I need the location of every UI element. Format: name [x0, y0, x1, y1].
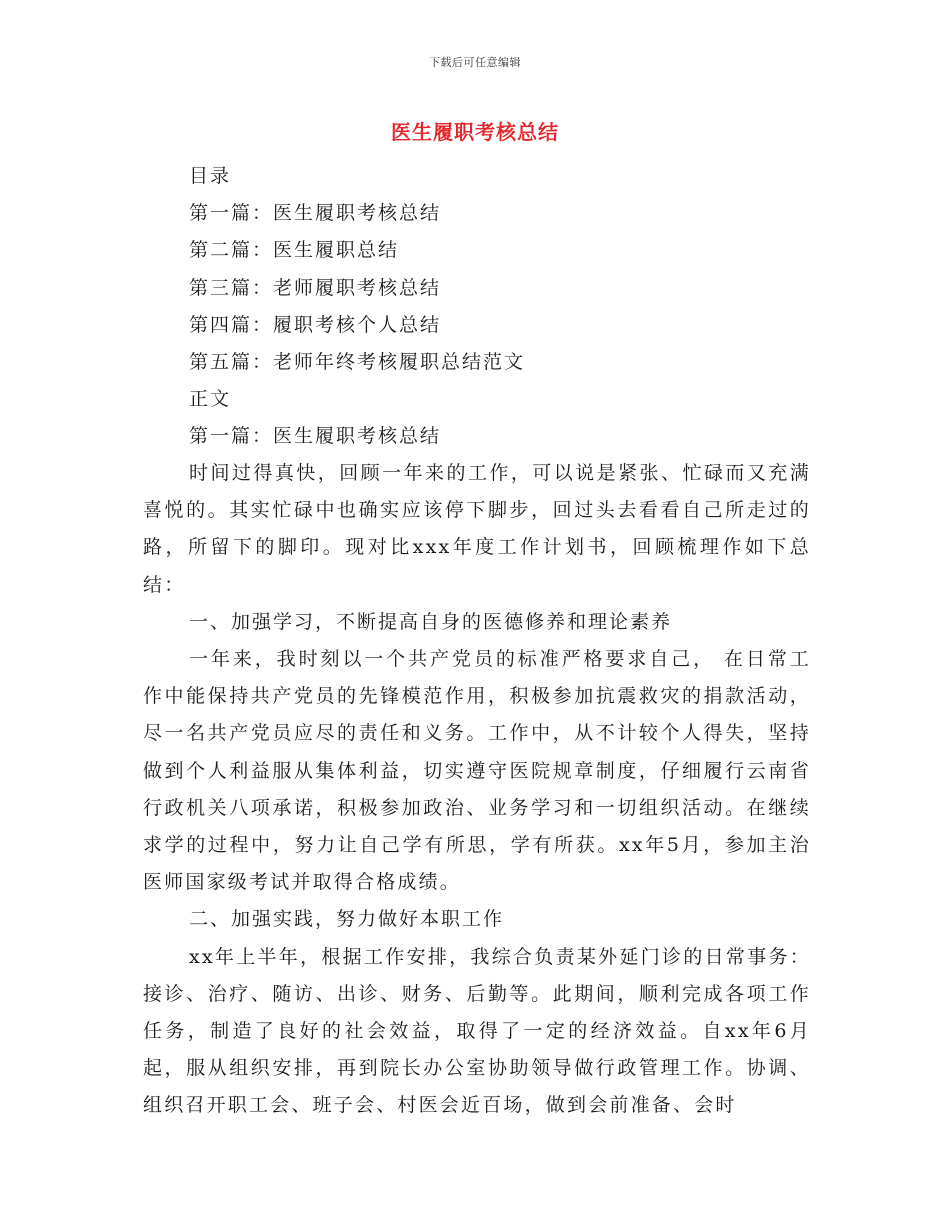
toc-item: 第五篇：老师年终考核履职总结范文: [189, 350, 526, 373]
toc-item: 第三篇：老师履职考核总结: [189, 276, 442, 299]
document-title: 医生履职考核总结: [391, 120, 559, 144]
body-paragraph: 一年来，我时刻以一个共产党员的标准严格要求自己， 在日常工作中能保持共产党员的先锋模范作用，积极参加抗震救灾的捐款活动，尽一名共产党员应尽的责任和义务。工作中，从不计较个人得失，坚持做到个人利益服从集体利益，切实遵守医院规章制度，仔细履行云南省行政机关八项承诺，积极参加政治、业务学习和一切组织活动。在继续求学的过程中，努力让自己学有所思，学有所获。xx年5月，参加主治医师国家级考试并取得合格成绩。: [143, 648, 811, 894]
section-title: 第一篇：医生履职考核总结: [189, 425, 442, 448]
header-note: 下载后可任意编辑: [429, 56, 521, 69]
toc-label: 目录: [189, 165, 232, 187]
document-body: [143, 455, 811, 1125]
toc-item: 第一篇：医生履职考核总结: [189, 202, 442, 225]
body-label: 正文: [189, 388, 232, 411]
toc-item: 第二篇：医生履职总结: [189, 239, 400, 262]
toc-item: 第四篇：履职考核个人总结: [189, 313, 442, 336]
table-of-contents: [189, 158, 809, 456]
section-heading: 一、加强学习，不断提高自身的医德修养和理论素养: [189, 610, 673, 633]
body-paragraph: xx年上半年，根据工作安排，我综合负责某外延门诊的日常事务：接诊、治疗、随访、出诊、财务、后勤等。此期间，顺利完成各项工作任务，制造了良好的社会效益，取得了一定的经济效益。自xx年6月起，服从组织安排，再到院长办公室协助领导做行政管理工作。协调、组织召开职工会、班子会、村医会近百场，做到会前准备、会时: [143, 945, 811, 1117]
section-heading: 二、加强实践，努力做好本职工作: [189, 908, 505, 931]
intro-paragraph: 时间过得真快，回顾一年来的工作，可以说是紧张、忙碌而又充满喜悦的。其实忙碌中也确实应该停下脚步，回过头去看看自己所走过的路，所留下的脚印。现对比xxx年度工作计划书，回顾梳理作如下总结：: [143, 462, 811, 596]
